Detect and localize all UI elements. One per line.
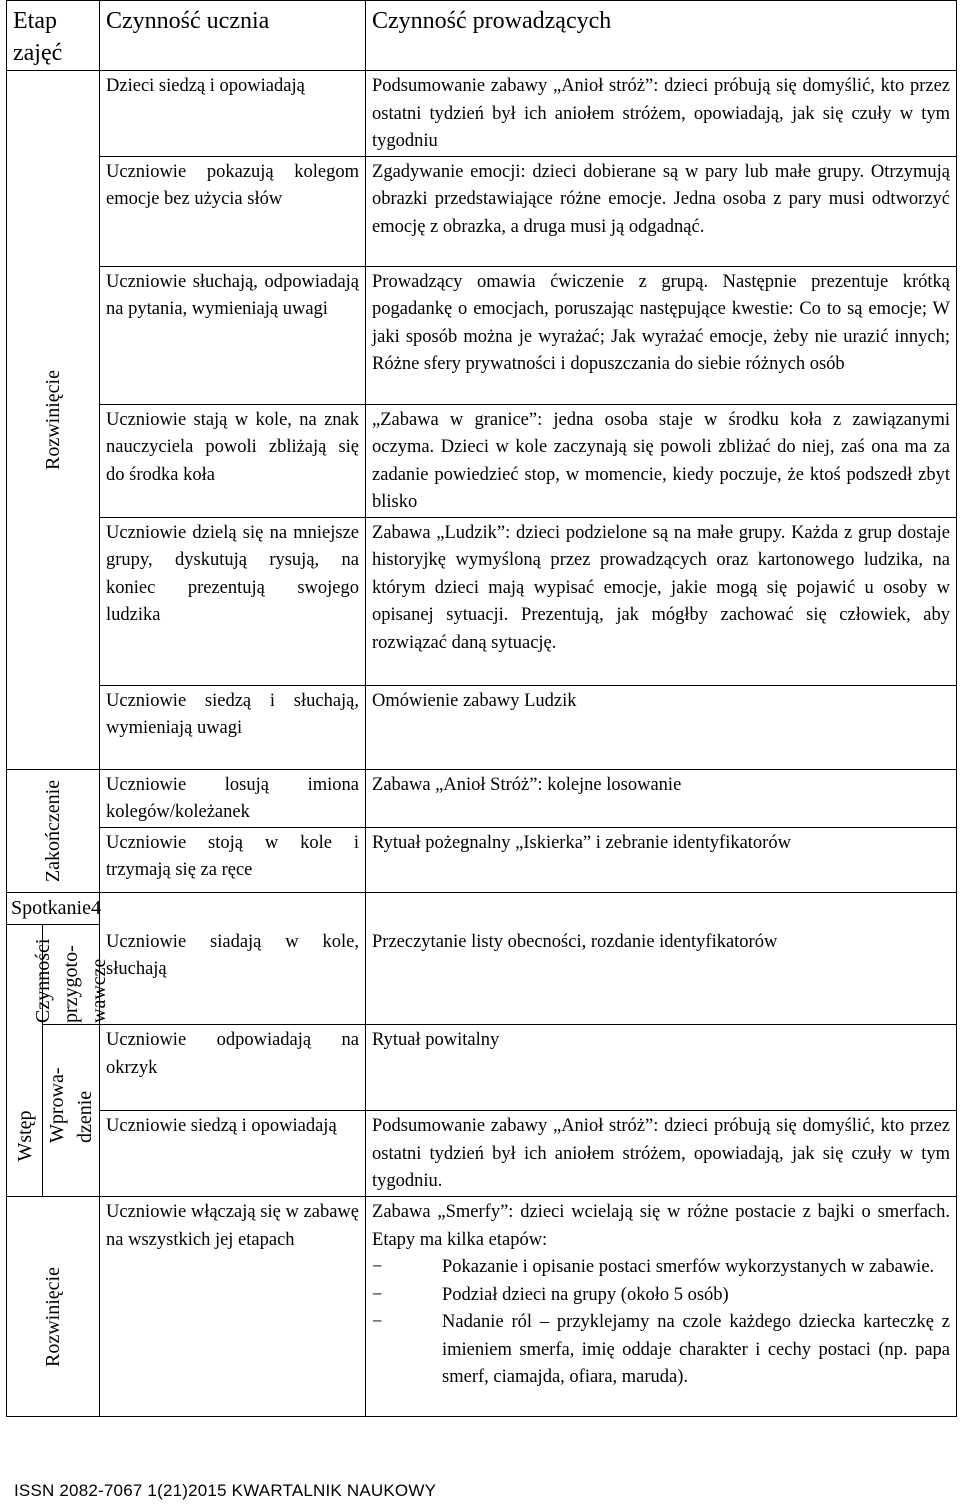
- table-row: [7, 517, 957, 685]
- student-cell: Uczniowie siadają w kole, słuchają: [100, 925, 366, 1025]
- teacher-cell: Przeczytanie listy obecności, rozdanie identyfikatorów: [366, 925, 957, 1025]
- table-row: [7, 1111, 957, 1197]
- stage-ending: Zakończenie: [7, 769, 100, 892]
- student-cell: Uczniowie siedzą i słuchają, wymieniają uwagi: [100, 685, 366, 769]
- student-cell: Uczniowie pokazują kolegom emocje bez użycia słów: [100, 156, 366, 266]
- stage-introduction: Wprowa-dzenie: [43, 1025, 100, 1197]
- student-cell: Uczniowie losują imiona kolegów/koleżanek: [100, 769, 366, 827]
- dash-bullet: −: [372, 1312, 383, 1332]
- header-stage: Etap zajęć: [7, 1, 100, 71]
- stage-preparatory: Czynności przygoto-wawcze: [43, 925, 100, 1025]
- list-item: − Nadanie ról – przyklejamy na czole każdego dziecka karteczkę z imieniem smerfa, imię oddaje charakter i cechy postaci (np. papa smerf, ciamajda, ofiara, maruda).: [372, 1309, 950, 1392]
- teacher-cell: Podsumowanie zabawy „Anioł stróż”: dzieci próbują się domyślić, kto przez ostatni tydzień był ich aniołem stróżem, opowiadają, jak się czuły w tym tygodniu.: [366, 1111, 957, 1197]
- table-header-row: [7, 1, 957, 71]
- student-cell: Uczniowie stoją w kole i trzymają się za ręce: [100, 827, 366, 892]
- table-row: [7, 827, 957, 892]
- session-title-row: [7, 892, 957, 925]
- teacher-cell: Rytuał powitalny: [366, 1025, 957, 1111]
- teacher-cell: „Zabawa w granice”: jedna osoba staje w środku koła z zawiązanymi oczyma. Dzieci w kole zaczynają się powoli zbliżać do niej, zaś ona ma za zadanie powiedzieć stop, w momencie, kiedy poczuje, że ktoś podszedł zbyt blisko: [366, 404, 957, 517]
- student-cell: Uczniowie siedzą i opowiadają: [100, 1111, 366, 1197]
- table-row: [7, 71, 957, 157]
- session-title: Spotkanie4: [7, 892, 100, 925]
- student-cell: Uczniowie dzielą się na mniejsze grupy, dyskutują rysują, na koniec prezentują swojego ludzika: [100, 517, 366, 685]
- stage-development: Rozwinięcie: [7, 71, 100, 770]
- student-cell: Uczniowie włączają się w zabawę na wszystkich jej etapach: [100, 1197, 366, 1417]
- student-cell: Uczniowie odpowiadają na okrzyk: [100, 1025, 366, 1111]
- table-row: [7, 266, 957, 404]
- teacher-cell: Omówienie zabawy Ludzik: [366, 685, 957, 769]
- table-row: [7, 685, 957, 769]
- dash-bullet: −: [372, 1257, 383, 1277]
- stage-intro: Wstęp: [7, 925, 43, 1197]
- student-cell: Uczniowie słuchają, odpowiadają na pytania, wymieniają uwagi: [100, 266, 366, 404]
- list-item: − Pokazanie i opisanie postaci smerfów wykorzystanych w zabawie.: [372, 1254, 950, 1282]
- table-row: [7, 156, 957, 266]
- table-row: [7, 925, 957, 1025]
- header-student-activity: Czynność ucznia: [100, 1, 366, 71]
- student-cell: Uczniowie stają w kole, na znak nauczyciela powoli zbliżają się do środka koła: [100, 404, 366, 517]
- table-row: [7, 404, 957, 517]
- page-footer: ISSN 2082-7067 1(21)2015 KWARTALNIK NAUKOWY: [14, 1481, 437, 1500]
- list-item: − Podział dzieci na grupy (około 5 osób): [372, 1282, 950, 1310]
- header-teacher-activity: Czynność prowadzących: [366, 1, 957, 71]
- dash-bullet: −: [372, 1284, 383, 1305]
- table-row: [7, 1025, 957, 1111]
- teacher-cell: Prowadzący omawia ćwiczenie z grupą. Następnie prezentuje krótką pogadankę o emocjach, poruszając następujące kwestie: Co to są emocje; W jaki sposób można je wyrażać; Jak wyrażać emocje, żeby nie urazić innych; Różne sfery prywatności i dopuszczania do siebie różnych osób: [366, 266, 957, 404]
- table-row: [7, 769, 957, 827]
- table-row: [7, 1197, 957, 1417]
- teacher-text: Zabawa „Smerfy”: dzieci wcielają się w różne postacie z bajki o smerfach. Etapy ma kilka etapów:: [372, 1202, 951, 1250]
- teacher-cell: Podsumowanie zabawy „Anioł stróż”: dzieci próbują się domyślić, kto przez ostatni tydzień był ich aniołem stróżem, opowiadają, jak się czuły w tym tygodniu: [366, 71, 957, 157]
- teacher-cell: Zabawa „Anioł Stróż”: kolejne losowanie: [366, 769, 957, 827]
- stage-development-2: Rozwinięcie: [7, 1197, 100, 1417]
- teacher-cell: [366, 1197, 957, 1417]
- document-page: [6, 0, 956, 1417]
- lesson-plan-table: [6, 0, 957, 1417]
- student-cell: Dzieci siedzą i opowiadają: [100, 71, 366, 157]
- teacher-cell: Rytuał pożegnalny „Iskierka” i zebranie identyfikatorów: [366, 827, 957, 892]
- teacher-cell: Zabawa „Ludzik”: dzieci podzielone są na małe grupy. Każda z grup dostaje historyjkę wymyśloną przez prowadzących oraz kartonowego ludzika, na którym dzieci mają wypisać emocje, jakie mogą się pojawić u osoby w opisanej sytuacji. Prezentują, jak mógłby zachować się człowiek, aby rozwiązać daną sytuację.: [366, 517, 957, 685]
- teacher-cell: Zgadywanie emocji: dzieci dobierane są w pary lub małe grupy. Otrzymują obrazki przedstawiające różne emocje. Jedna osoba z pary musi odtworzyć emocję z obrazka, a druga musi ją odgadnąć.: [366, 156, 957, 266]
